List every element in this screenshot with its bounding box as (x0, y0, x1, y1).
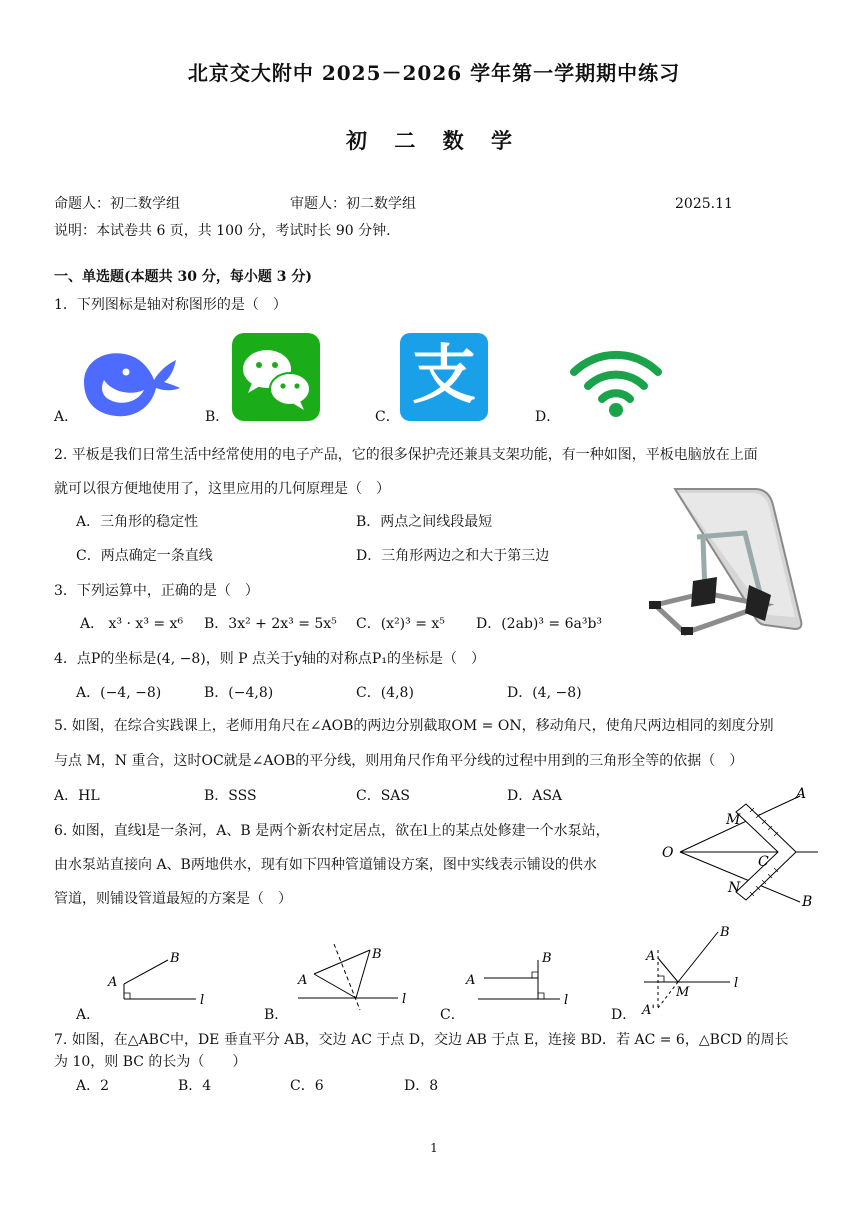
q7-line1: 7. 如图，在△ABC中，DE 垂直平分 AB，交边 AC 于点 D，交边 AB 于点 E，连接 BD．若 AC = 6，△BCD 的周长 (54, 1032, 789, 1048)
q5-option-b: B．SSS (204, 788, 257, 804)
q5-label-o: O (662, 845, 674, 861)
q5-option-a: A．HL (54, 788, 100, 804)
q7-option-b: B．4 (178, 1078, 212, 1094)
q3-option-a: A． x³ · x³ = x⁶ (80, 616, 184, 632)
q3-stem: 3．下列运算中，正确的是（ ） (54, 583, 259, 599)
q6b-label-l: l (402, 992, 407, 1007)
q6-line3: 管道，则铺设管道最短的方案是（ ） (54, 891, 292, 907)
q5-option-d: D．ASA (507, 788, 563, 804)
q6d-label-b: B (720, 925, 730, 940)
q1-option-a: A． (54, 409, 79, 425)
q5-line2: 与点 M，N 重合，这时OC就是∠AOB的平分线，则用角尺作角平分线的过程中用到的三角形全等的依据（ ） (54, 753, 744, 769)
q6c-label-b: B (542, 951, 552, 966)
q7-option-d: D．8 (404, 1078, 439, 1094)
wifi-icon (568, 346, 664, 418)
q2-line2: 就可以很方便地使用了，这里应用的几何原理是（ ） (54, 481, 390, 497)
q6d-label-a: A (646, 949, 656, 964)
q6-option-d: D． (611, 1007, 637, 1023)
q2-option-c: C．两点确定一条直线 (76, 548, 213, 564)
q2-option-d: D．三角形两边之和大于第三边 (356, 548, 550, 564)
q6-figure-b (294, 940, 418, 1012)
q5-label-b: B (802, 894, 813, 910)
page-number: 1 (430, 1141, 438, 1155)
q4-option-d: D．(4, −8) (507, 685, 582, 701)
q1-option-c: C． (375, 409, 400, 425)
q6a-label-b: B (170, 951, 180, 966)
q1-option-b: B． (205, 409, 230, 425)
alipay-glyph: 支 (412, 339, 476, 413)
q6b-label-b: B (372, 947, 382, 962)
q5-angle-figure (660, 782, 820, 912)
q1-option-d: D． (535, 409, 561, 425)
tablet-stand-image (645, 485, 805, 645)
q6a-label-l: l (200, 993, 205, 1008)
q6a-label-a: A (108, 975, 118, 990)
exam-note: 说明：本试卷共 6 页，共 100 分，考试时长 90 分钟. (54, 223, 391, 239)
q6c-label-l: l (564, 993, 569, 1008)
q6d-label-l: l (734, 976, 739, 991)
q6-line1: 6. 如图，直线l是一条河，A、B 是两个新农村定居点，欲在l上的某点处修建一个水泵站， (54, 823, 610, 839)
q4-option-c: C．(4,8) (356, 685, 414, 701)
q5-line1: 5. 如图，在综合实践课上，老师用角尺在∠AOB的两边分别截取OM = ON，移动角尺，使角尺两边相同的刻度分别 (54, 718, 774, 734)
q6-option-a: A． (76, 1007, 101, 1023)
q6-line2: 由水泵站直接向 A、B两地供水，现有如下四种管道铺设方案，图中实线表示铺设的供水 (54, 857, 597, 873)
q5-label-n: N (728, 880, 741, 896)
q5-label-m: M (726, 812, 741, 828)
wechat-icon (232, 333, 320, 421)
q4-option-a: A．(−4, −8) (76, 685, 162, 701)
q6d-label-m: M (676, 985, 690, 1000)
q2-option-a: A．三角形的稳定性 (76, 514, 199, 530)
exam-title: 北京交大附中 2025－2026 学年第一学期期中练习 (187, 61, 681, 85)
q6c-label-a: A (466, 973, 476, 988)
q7-option-a: A．2 (76, 1078, 110, 1094)
q6-option-b: B． (264, 1007, 289, 1023)
q4-option-b: B．(−4,8) (204, 685, 274, 701)
exam-date: 2025.11 (675, 196, 733, 212)
subject-title: 初 二 数 学 (346, 128, 522, 153)
q6-figure-c (464, 944, 580, 1010)
q6-figure-d (640, 924, 750, 1020)
q7-line2: 为 10，则 BC 的长为（ ） (54, 1054, 247, 1070)
q6b-label-a: A (298, 973, 308, 988)
q3-option-c: C．(x²)³ = x⁵ (356, 616, 445, 632)
q5-option-c: C．SAS (356, 788, 411, 804)
q3-option-d: D．(2ab)³ = 6a³b³ (476, 616, 603, 632)
reviewer: 审题人：初二数学组 (290, 196, 416, 212)
author: 命题人：初二数学组 (54, 196, 180, 212)
q6-option-c: C． (440, 1007, 465, 1023)
q1-stem: 1．下列图标是轴对称图形的是（ ） (54, 297, 287, 313)
q7-option-c: C．6 (290, 1078, 324, 1094)
q2-option-b: B．两点之间线段最短 (356, 514, 493, 530)
alipay-icon (400, 333, 488, 421)
q4-stem: 4．点P的坐标是(4, −8)，则 P 点关于y轴的对称点P₁的坐标是（ ） (54, 651, 485, 667)
q6-figure-a (100, 944, 216, 1010)
q3-option-b: B．3x² + 2x³ = 5x⁵ (204, 616, 337, 632)
q2-line1: 2. 平板是我们日常生活中经常使用的电子产品，它的很多保护壳还兼具支架功能，有一种如图，平板电脑放在上面 (54, 447, 758, 463)
q6d-label-a-prime: A' (642, 1003, 655, 1018)
section-heading: 一、单选题(本题共 30 分，每小题 3 分) (54, 269, 312, 285)
q5-label-a: A (796, 786, 807, 802)
q5-label-c: C (758, 854, 769, 870)
whale-icon (76, 340, 182, 420)
